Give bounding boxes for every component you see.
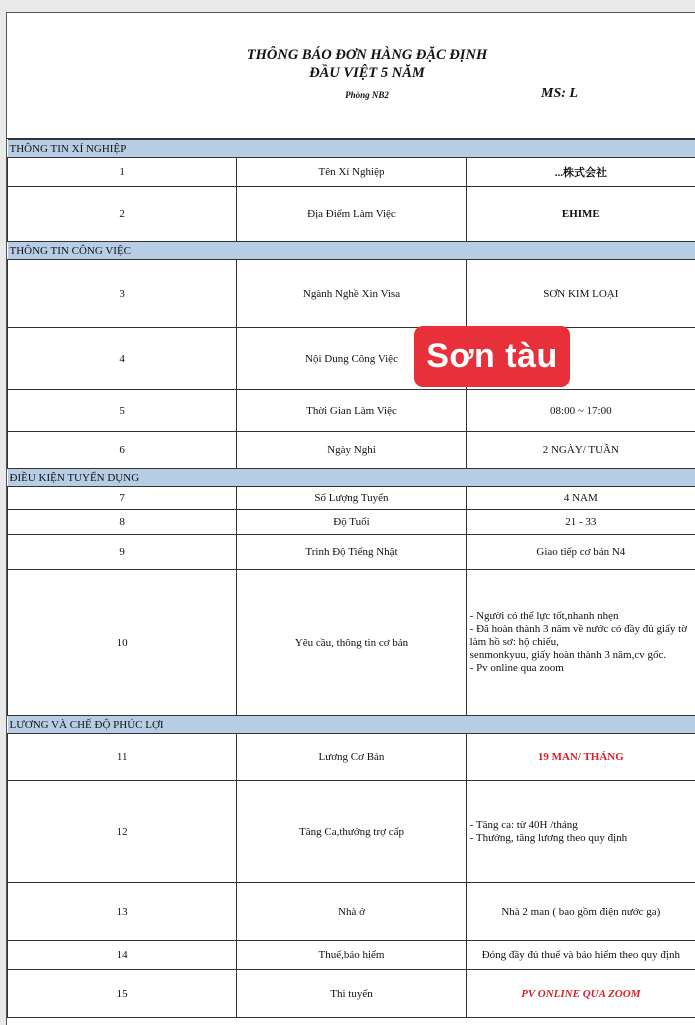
table-row <box>8 941 695 970</box>
requirement-line: senmonkyuu, giấy hoàn thành 3 năm,cv gốc. <box>470 649 691 662</box>
row-label: Ngành Nghề Xin Visa <box>237 260 466 328</box>
table-row <box>8 570 695 716</box>
row-number: 3 <box>8 260 237 328</box>
row-number: 9 <box>8 535 237 570</box>
bonus-line: - Thưởng, tăng lương theo quy định <box>470 832 691 845</box>
table-row <box>8 535 695 570</box>
row-label: Số Lượng Tuyển <box>237 487 466 510</box>
title-line-2: ĐẦU VIỆT 5 NĂM <box>157 65 577 82</box>
table-row <box>8 432 695 469</box>
table-row <box>8 328 695 390</box>
tax-insurance-value: Đóng đầy đủ thuế và bảo hiểm theo quy định <box>466 941 695 970</box>
row-number: 2 <box>8 187 237 242</box>
son-tau-sticker: Sơn tàu <box>414 326 570 387</box>
requirement-line: - Pv online qua zoom <box>470 662 691 675</box>
row-label: Yêu cầu, thông tin cơ bản <box>237 570 466 716</box>
japanese-level-value: Giao tiếp cơ bản N4 <box>466 535 695 570</box>
row-label: Lương Cơ Bản <box>237 734 466 781</box>
overtime-bonus-value <box>466 781 695 883</box>
row-label: Nội Dung Công Việc <box>237 328 466 390</box>
table-row <box>8 487 695 510</box>
row-label: Thi tuyển <box>237 970 466 1018</box>
order-table <box>7 139 695 1018</box>
ms-code: MS: L <box>541 86 578 102</box>
department-label: Phòng NB2 <box>157 90 577 100</box>
section-recruit: ĐIỀU KIỆN TUYỂN DỤNG <box>8 469 695 487</box>
row-number: 10 <box>8 570 237 716</box>
company-name-value: ...株式会社 <box>466 158 695 187</box>
row-number: 11 <box>8 734 237 781</box>
row-label: Ngày Nghỉ <box>237 432 466 469</box>
row-label: Thời Gian Làm Việc <box>237 390 466 432</box>
row-number: 15 <box>8 970 237 1018</box>
row-label: Thuế,bảo hiểm <box>237 941 466 970</box>
row-label: Tên Xí Nghiệp <box>237 158 466 187</box>
base-salary-value: 19 MAN/ THÁNG <box>466 734 695 781</box>
row-number: 14 <box>8 941 237 970</box>
row-label: Nhà ở <box>237 883 466 941</box>
section-job: THÔNG TIN CÔNG VIỆC <box>8 242 695 260</box>
section-salary: LƯƠNG VÀ CHẾ ĐỘ PHÚC LỢI <box>8 716 695 734</box>
row-number: 1 <box>8 158 237 187</box>
table-row <box>8 883 695 941</box>
row-number: 6 <box>8 432 237 469</box>
requirement-line: - Đã hoàn thành 3 năm về nước có đầy đủ giấy tờ làm hồ sơ: hộ chiếu, <box>470 623 691 649</box>
row-label: Địa Điểm Làm Việc <box>237 187 466 242</box>
table-row <box>8 158 695 187</box>
title-line-1: THÔNG BÁO ĐƠN HÀNG ĐẶC ĐỊNH <box>157 47 577 64</box>
days-off-value: 2 NGÀY/ TUẦN <box>466 432 695 469</box>
row-number: 7 <box>8 487 237 510</box>
headcount-value: 4 NAM <box>466 487 695 510</box>
visa-occupation-value: SƠN KIM LOẠI <box>466 260 695 328</box>
age-range-value: 21 - 33 <box>466 510 695 535</box>
table-row <box>8 734 695 781</box>
work-location-value: EHIME <box>466 187 695 242</box>
requirements-value <box>466 570 695 716</box>
interview-value: PV ONLINE QUA ZOOM <box>466 970 695 1018</box>
table-row <box>8 970 695 1018</box>
row-label: Độ Tuổi <box>237 510 466 535</box>
row-number: 5 <box>8 390 237 432</box>
row-label: Trình Độ Tiếng Nhật <box>237 535 466 570</box>
table-row <box>8 781 695 883</box>
row-number: 13 <box>8 883 237 941</box>
table-row <box>8 260 695 328</box>
table-row <box>8 390 695 432</box>
requirement-line: - Người có thể lực tốt,nhanh nhẹn <box>470 610 691 623</box>
row-number: 4 <box>8 328 237 390</box>
table-row <box>8 510 695 535</box>
row-label: Tăng Ca,thưởng trợ cấp <box>237 781 466 883</box>
table-row <box>8 187 695 242</box>
row-number: 8 <box>8 510 237 535</box>
working-hours-value: 08:00 ~ 17:00 <box>466 390 695 432</box>
housing-value: Nhà 2 man ( bao gồm điện nước ga) <box>466 883 695 941</box>
order-notice-page <box>6 12 695 1025</box>
document-header <box>7 13 695 139</box>
row-number: 12 <box>8 781 237 883</box>
section-company: THÔNG TIN XÍ NGHIỆP <box>8 140 695 158</box>
overtime-line: - Tăng ca: từ 40H /tháng <box>470 819 691 832</box>
